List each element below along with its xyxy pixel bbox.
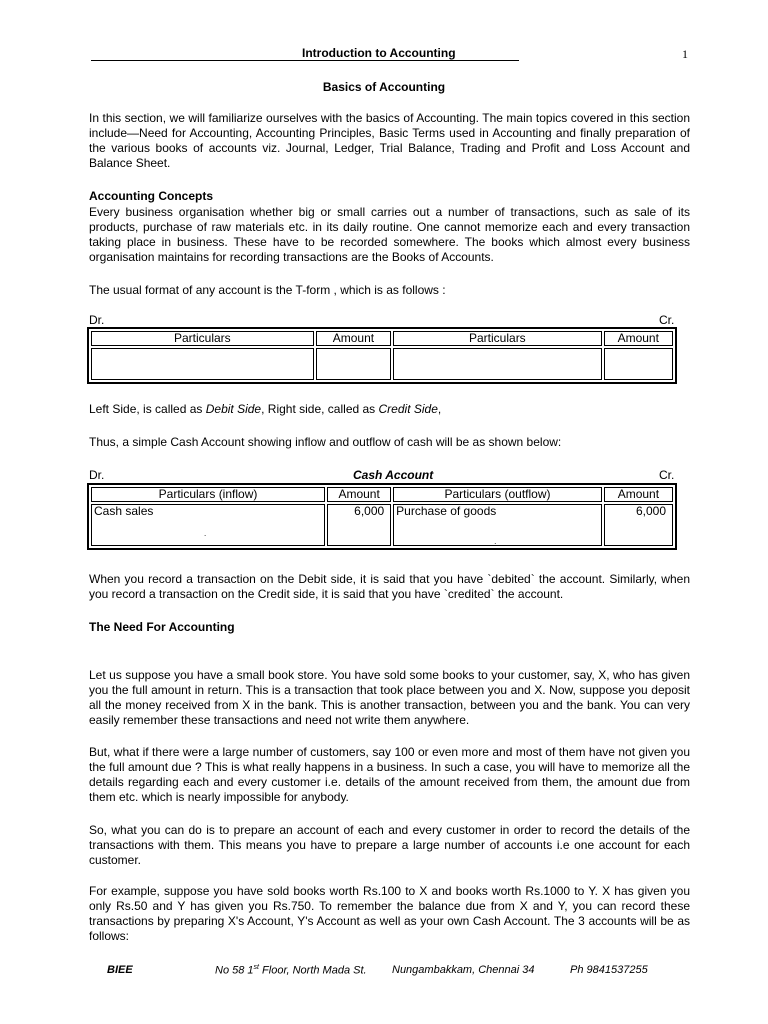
cash-row-particulars-outflow	[393, 504, 602, 546]
cash-header-particulars-inflow: Particulars (inflow)	[91, 487, 325, 502]
need-paragraph-1: Let us suppose you have a small book store. You have sold some books to your customer, say, X, who has given you the full amount in return. This is a transaction that took place between you and X. Now, suppose you deposit all the money received from X in the bank. This is another transaction, between you and the bank. You can very easily remember these transactions and need not write them anywhere.	[89, 668, 690, 727]
cash-row-particulars-inflow	[91, 504, 325, 546]
debit-side-term: Debit Side	[205, 402, 262, 416]
tform-header-amount-credit: Amount	[604, 331, 673, 346]
cash-account-intro: Thus, a simple Cash Account showing inflow and outflow of cash will be as shown below:	[89, 435, 562, 449]
footer-address	[215, 964, 367, 977]
intro-paragraph: In this section, we will familiarize ourselves with the basics of Accounting. The main topics covered in this section include—Need for Accounting, Accounting Principles, Basic Terms used in Accounting and finally preparation of the various books of accounts viz. Journal, Ledger, Trial Balance, Trading and Profit and Loss Account and Balance Sheet.	[89, 111, 690, 170]
cash-row-amount-inflow: 6,000	[327, 504, 391, 546]
cash-account-credit-label: Cr.	[659, 468, 675, 482]
accounting-concepts-paragraph: Every business organisation whether big or small carries out a number of transactions, such as sale of its products, purchase of raw materials etc. in its daily routine. One cannot memorize each and every transaction taking place in business. These have to be recorded somewhere. The books which almost every business organisation maintains for recording transactions are the Books of Accounts.	[89, 205, 690, 264]
cash-header-amount-inflow: Amount	[327, 487, 391, 502]
tform-debit-label: Dr.	[89, 313, 105, 327]
tform-header-particulars-debit: Particulars	[91, 331, 314, 346]
accounting-concepts-heading: Accounting Concepts	[89, 189, 214, 203]
cash-account-debit-label: Dr.	[89, 468, 105, 482]
footer-brand: BIEE	[107, 964, 133, 976]
need-for-accounting-heading: The Need For Accounting	[89, 620, 235, 634]
stray-dot: .	[494, 537, 497, 546]
sides-middle: , Right side, called as	[261, 402, 379, 416]
tform-empty-cell	[393, 348, 601, 380]
cash-row-particulars-inflow-text: Cash sales	[94, 504, 154, 518]
footer-city: Nungambakkam, Chennai 34	[392, 964, 535, 976]
credit-side-term: Credit Side	[378, 402, 438, 416]
page-title: Introduction to Accounting	[302, 46, 456, 60]
need-paragraph-4: For example, suppose you have sold books worth Rs.100 to X and books worth Rs.1000 to Y. X has given you only Rs.50 and Y has given you Rs.750. To remember the balance due from X and Y, you can record these transactions by preparing X's Account, Y's Account as well as your own Cash Account. The 3 accounts will be as follows:	[89, 884, 690, 943]
footer-phone: Ph 9841537255	[570, 964, 648, 976]
tform-empty-cell	[604, 348, 673, 380]
tform-empty-cell	[316, 348, 392, 380]
sides-prefix: Left Side, is called as	[89, 402, 206, 416]
cash-row-particulars-outflow-text: Purchase of goods	[396, 504, 497, 518]
cash-account-table	[87, 483, 677, 550]
tform-header-amount-debit: Amount	[316, 331, 392, 346]
tform-intro-paragraph: The usual format of any account is the T-form , which is as follows :	[89, 283, 446, 297]
page-number: 1	[682, 47, 688, 61]
footer-address-suffix: Floor, North Mada St.	[258, 964, 367, 977]
tform-header-particulars-credit: Particulars	[393, 331, 601, 346]
section-title: Basics of Accounting	[322, 80, 446, 94]
need-paragraph-2: But, what if there were a large number of customers, say 100 or even more and most of them have not given you the full amount due ? This is what really happens in a business. In such a case, you will have to memorize all the details regarding each and every customer i.e. details of the amount received from them, the amount due from them etc. which is nearly impossible for anybody.	[89, 745, 690, 804]
tform-table	[87, 327, 677, 384]
footer-address-sup: st	[253, 964, 259, 971]
cash-row-amount-outflow: 6,000	[604, 504, 673, 546]
sides-sentence	[89, 402, 690, 417]
tform-credit-label: Cr.	[659, 313, 675, 327]
cash-header-amount-outflow: Amount	[604, 487, 673, 502]
cash-account-title: Cash Account	[353, 468, 434, 482]
header-rule	[91, 60, 519, 61]
footer-address-prefix: No 58 1	[215, 964, 254, 977]
sides-suffix: ,	[437, 402, 442, 416]
need-paragraph-3: So, what you can do is to prepare an account of each and every customer in order to record the details of the transactions with them. This means you have to prepare a large number of accounts i.e one account for each customer.	[89, 823, 690, 867]
record-note-paragraph: When you record a transaction on the Debit side, it is said that you have `debited` the account. Similarly, when you record a transaction on the Credit side, it is said that you have `credited` the account.	[89, 572, 690, 601]
stray-dot: .	[204, 529, 207, 538]
tform-empty-cell	[91, 348, 314, 380]
cash-header-particulars-outflow: Particulars (outflow)	[393, 487, 602, 502]
